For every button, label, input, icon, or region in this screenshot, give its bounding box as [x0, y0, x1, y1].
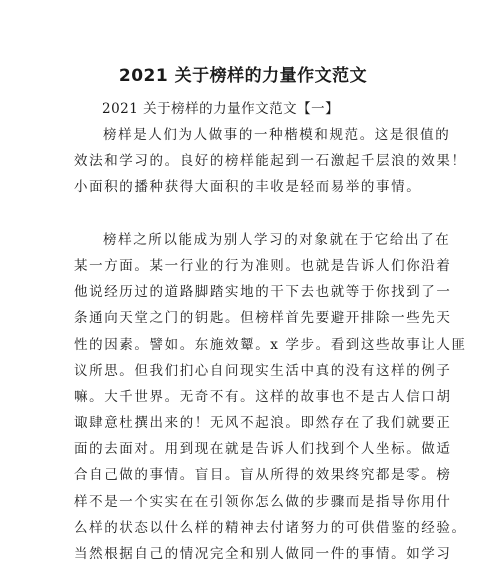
document-title: 2021 关于榜样的力量作文范文 [118, 66, 368, 86]
text-line: 议所思。但我们扪心自问现实生活中真的没有这样的例子 [74, 362, 452, 379]
text-line: 小面积的播种获得大面积的丰收是轻而易举的事情。 [74, 179, 422, 196]
paragraph-gap [74, 201, 412, 227]
text-line: 某一方面。某一行业的行为准则。也就是告诉人们你沿着 [74, 257, 452, 274]
paragraph-2 [74, 227, 467, 567]
text-line: 面的去面对。用到现在就是告诉人们找到个人坐标。做适 [74, 441, 452, 458]
text-line: 当然根据自己的情况完全和别人做同一件的事情。如学习 [74, 546, 452, 562]
text-line: 他说经历过的道路脚踏实地的干下去也就等于你找到了一 [74, 284, 452, 301]
text-line: 么样的状态以什么样的精神去付诸努力的可供借鉴的经验。 [74, 519, 467, 536]
text-line: 榜样之所以能成为别人学习的对象就在于它给出了在 [103, 231, 451, 248]
text-line: 合自己做的事情。盲目。盲从所得的效果终究都是零。榜 [74, 467, 452, 484]
paragraph-1 [74, 122, 467, 201]
text-line: 诹肆意杜撰出来的！无风不起浪。即然存在了我们就要正 [74, 415, 452, 432]
section-heading: 2021 关于榜样的力量作文范文【一】 [102, 101, 340, 117]
text-line: 效法和学习的。良好的榜样能起到一石激起千层浪的效果！ [74, 153, 467, 170]
text-line: 条通向天堂之门的钥匙。但榜样首先要避开排除一些先天 [74, 310, 452, 327]
text-line: 性的因素。譬如。东施效颦。x 学步。看到这些故事让人匪 [74, 336, 467, 353]
text-line: 嘛。大千世界。无奇不有。这样的故事也不是古人信口胡 [74, 388, 452, 405]
text-line: 样不是一个实实在在引领你怎么做的步骤而是指导你用什 [74, 493, 452, 510]
text-line: 榜样是人们为人做事的一种楷模和规范。这是很值的 [103, 127, 451, 143]
